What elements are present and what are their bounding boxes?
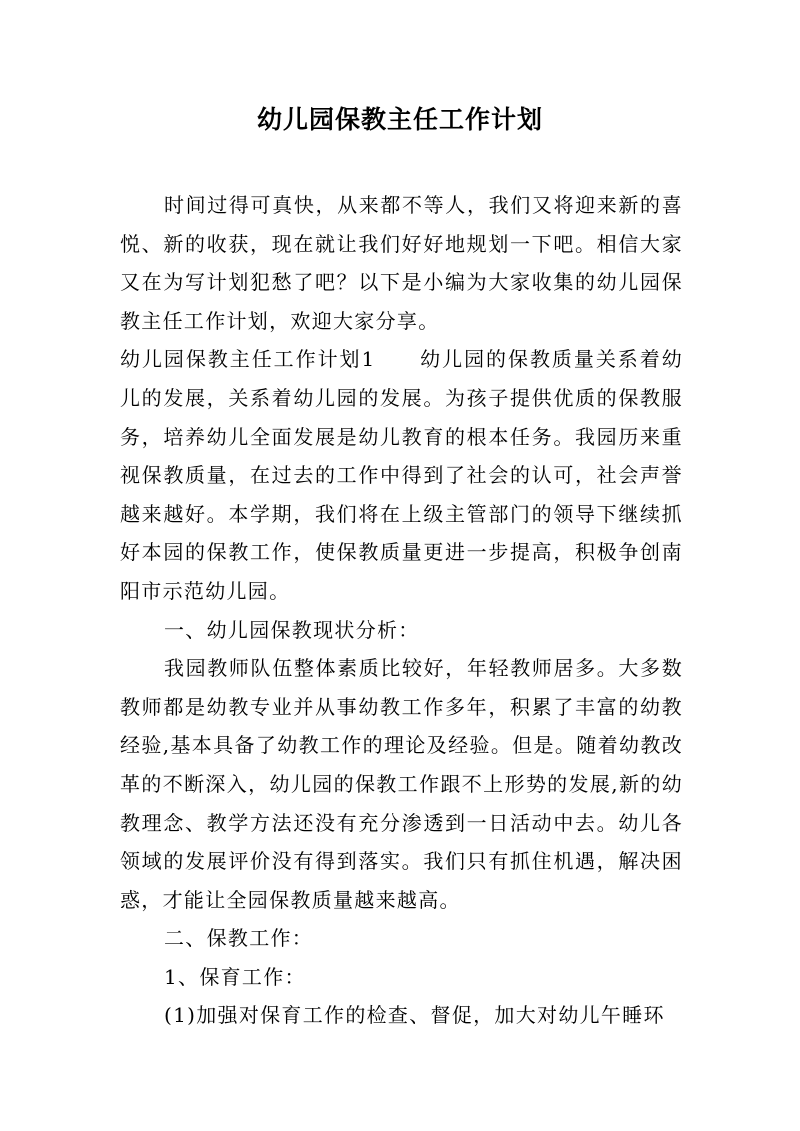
item-heading-care: 1、保育工作： [164, 964, 306, 989]
plan-paragraph [120, 340, 683, 610]
document-title: 幼儿园保教主任工作计划 [256, 105, 543, 134]
plan-heading: 幼儿园保教主任工作计划1 [120, 347, 376, 372]
document-body [120, 186, 683, 1035]
analysis-paragraph: 我园教师队伍整体素质比较好，年轻教师居多。大多数教师都是幼教专业并从事幼教工作多年，积累了丰富的幼教经验,基本具备了幼教工作的理论及经验。但是。随着幼教改革的不断深入，幼儿园的保教工作跟不上形势的发展,新的幼教理念、教学方法还没有充分渗透到一日活动中去。幼儿各领域的发展评价没有得到落实。我们只有抓住机遇，解决困惑，才能让全园保教质量越来越高。 [120, 656, 683, 912]
care-item-paragraph: (1)加强对保育工作的检查、督促，加大对幼儿午睡环 [164, 1003, 665, 1028]
intro-paragraph: 时间过得可真快，从来都不等人，我们又将迎来新的喜悦、新的收获，现在就让我们好好地规划一下吧。相信大家又在为写计划犯愁了吧？以下是小编为大家收集的幼儿园保教主任工作计划，欢迎大家分享。 [120, 193, 683, 333]
plan-paragraph-text: 幼儿园的保教质量关系着幼儿的发展，关系着幼儿园的发展。为孩子提供优质的保教服务，培养幼儿全面发展是幼儿教育的根本任务。我园历来重视保教质量，在过去的工作中得到了社会的认可，社会声誉越来越好。本学期，我们将在上级主管部门的领导下继续抓好本园的保教工作，使保教质量更进一步提高，积极争创南阳市示范幼儿园。 [120, 347, 683, 603]
section-heading-analysis: 一、幼儿园保教现状分析： [164, 617, 420, 642]
section-heading-work: 二、保教工作： [164, 926, 314, 951]
